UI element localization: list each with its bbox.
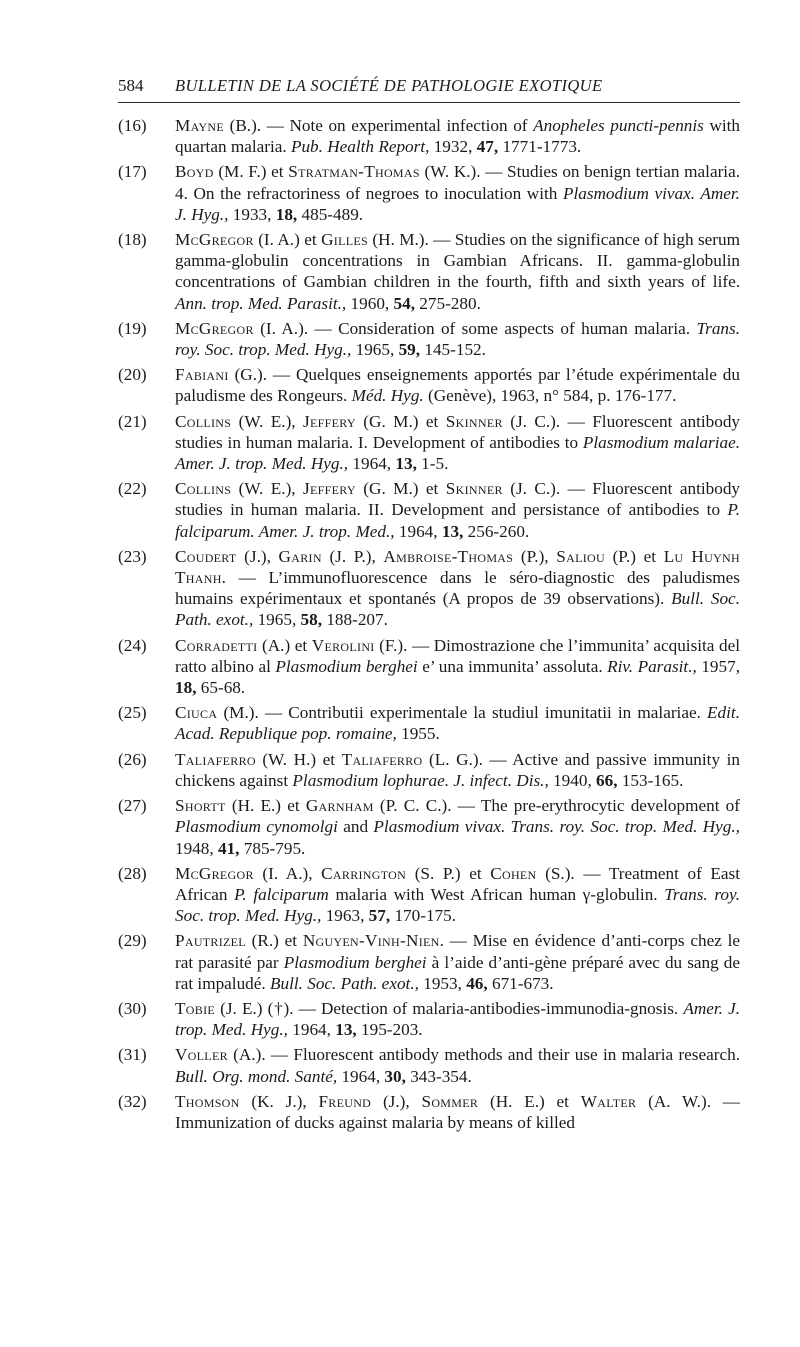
reference-text: 1771-1773.: [498, 137, 582, 157]
italic-text: Ann. trop. Med. Parasit.,: [175, 293, 347, 313]
reference-text: 1940,: [548, 770, 597, 790]
page-number: 584: [118, 76, 144, 95]
author-name: Coudert: [175, 546, 237, 566]
italic-text: Plasmodium lophurae. J. infect. Dis.,: [292, 770, 549, 790]
reference-number: (25): [118, 703, 147, 723]
reference-text: (H. E.) et: [478, 1091, 581, 1111]
author-name: Freund: [318, 1091, 372, 1111]
italic-text: Plasmodium cynomolgi: [175, 817, 338, 837]
italic-text: Plasmodium berghei: [283, 952, 427, 972]
reference-number: (21): [118, 411, 147, 431]
author-name: Collins: [175, 411, 232, 431]
reference-text: (P.),: [513, 546, 557, 566]
author-name: Garin: [278, 546, 322, 566]
author-name: Pautrizel: [175, 931, 246, 951]
author-name: Shortt: [175, 796, 226, 816]
author-name: Skinner: [445, 411, 503, 431]
italic-text: Bull. Soc. Path. exot.,: [269, 973, 419, 993]
author-name: Collins: [175, 479, 232, 499]
reference-text: (Genève), 1963, n° 584, p. 176-177.: [423, 386, 677, 406]
reference-text: 275-280.: [414, 293, 481, 313]
reference-number: (31): [118, 1045, 147, 1065]
reference-text: (M. F.) et: [213, 162, 289, 182]
reference-text: 1-5.: [416, 454, 449, 474]
author-name: Saliou: [556, 546, 605, 566]
reference-text: (P.) et: [604, 546, 664, 566]
reference-text: 671-673.: [487, 973, 554, 993]
reference-text: 195-203.: [356, 1020, 423, 1040]
reference-text: (M.). — Contributii experimentale la studiul imunitatii in malariae.: [217, 703, 708, 723]
author-name: Lu Huynh Thanh: [175, 546, 740, 588]
reference-text: (J. C.). — Fluorescent antibody studies in human malaria. II. Development and persistance of antibodies to: [175, 479, 741, 520]
reference-text: and: [337, 817, 374, 837]
volume-number: 13,: [395, 454, 417, 474]
reference-text: 145-152.: [420, 340, 486, 360]
volume-number: 47,: [476, 137, 499, 157]
reference-text: (J. C.). — Fluorescent antibody studies in human malaria. I. Development of antibodies to: [175, 411, 741, 452]
author-name: Verolini: [311, 635, 375, 655]
reference-text: . — L’immunofluorescence dans le séro-diagnostic des paludismes humains expérimentaux et spontanés (A propos de 39 observations).: [175, 568, 740, 609]
author-name: Stratman-Thomas: [288, 162, 420, 182]
author-name: Ambroise-Thomas: [383, 546, 514, 566]
reference-number: (32): [118, 1091, 147, 1111]
reference-number: (16): [118, 116, 147, 135]
reference-text: (W. K.). — Studies on benign tertian malaria. 4. On the refractoriness of negroes to inoculation with: [175, 162, 740, 203]
author-name: Walter: [580, 1091, 637, 1111]
reference-text: 1964,: [394, 521, 442, 541]
italic-text: Bull. Org. mond. Santé,: [175, 1066, 338, 1086]
reference-text: (I. A.). — Consideration of some aspects of human malaria.: [253, 318, 697, 338]
volume-number: 13,: [335, 1020, 357, 1040]
reference-text: 170-175.: [390, 906, 457, 926]
reference-entry: [118, 795, 740, 859]
reference-text: (G.). — Quelques enseignements apportés par l’étude expérimentale du paludisme des Rongeurs.: [175, 365, 740, 406]
reference-text: 188-207.: [322, 610, 388, 630]
author-name: Voller: [175, 1045, 228, 1065]
author-name: Cohen: [490, 863, 537, 883]
reference-number: (26): [118, 749, 147, 769]
reference-entry: [118, 635, 740, 699]
reference-number: (29): [118, 931, 147, 951]
page-header: [118, 72, 740, 103]
italic-text: Riv. Parasit.,: [607, 656, 697, 676]
reference-entry: [118, 749, 740, 791]
author-name: Tobie: [175, 998, 215, 1018]
author-name: Ciuca: [175, 703, 218, 723]
author-name: Garnham: [305, 796, 374, 816]
italic-text: Anopheles puncti-pennis: [533, 116, 704, 135]
reference-list: [118, 115, 740, 1137]
italic-text: Méd. Hyg.: [351, 386, 424, 406]
reference-text: (H. E.) et: [225, 796, 306, 816]
author-name: Thomson: [175, 1091, 240, 1111]
reference-text: 1965,: [253, 610, 301, 630]
reference-text: 1955.: [396, 724, 440, 744]
reference-entry: [118, 478, 740, 542]
author-name: Carrington: [321, 863, 407, 883]
reference-text: (K. J.),: [239, 1091, 319, 1111]
reference-text: 1964,: [287, 1020, 336, 1040]
volume-number: 54,: [393, 293, 415, 313]
italic-text: Plasmodium berghei: [275, 656, 418, 676]
reference-text: (I. A.) et: [253, 230, 322, 250]
reference-text: 1965,: [351, 340, 399, 360]
reference-text: 343-354.: [405, 1066, 472, 1086]
volume-number: 13,: [441, 521, 464, 541]
reference-text: 256-260.: [463, 521, 530, 541]
reference-entry: [118, 546, 740, 631]
author-name: Jeffery: [303, 411, 356, 431]
author-name: Jeffery: [303, 479, 356, 499]
reference-entry: [118, 930, 740, 994]
reference-entry: [118, 161, 740, 225]
reference-text: 485-489.: [297, 204, 364, 224]
volume-number: 66,: [596, 770, 618, 790]
reference-entry: [118, 318, 740, 360]
reference-entry: [118, 229, 740, 314]
reference-entry: [118, 364, 740, 406]
author-name: Nguyen-Vinh-Nien: [302, 931, 440, 951]
reference-text: 785-795.: [239, 838, 306, 858]
reference-number: (27): [118, 796, 147, 816]
volume-number: 58,: [300, 610, 323, 630]
italic-text: Plasmodium vivax. Amer. J. Hyg.,: [175, 183, 740, 224]
reference-text: 1964,: [337, 1066, 385, 1086]
italic-text: Trans. roy. Soc. trop. Med. Hyg.,: [175, 884, 740, 926]
reference-text: (F.). — Dimostrazione che l’immunita’ acquisita del ratto albino al: [175, 635, 741, 676]
author-name: Mayne: [175, 116, 225, 135]
reference-number: (24): [118, 635, 147, 655]
reference-number: (19): [118, 318, 147, 338]
author-name: Taliaferro: [175, 749, 256, 769]
journal-title: BULLETIN DE LA SOCIÉTÉ DE PATHOLOGIE EXOTIQUE: [175, 76, 603, 95]
volume-number: 57,: [368, 906, 391, 926]
reference-text: (A.) et: [257, 635, 312, 655]
reference-text: (A. W.). — Immunization of ducks against malaria by means of killed: [175, 1091, 740, 1132]
reference-text: 1933,: [228, 204, 276, 224]
volume-number: 59,: [398, 340, 421, 360]
reference-text: (G. M.) et: [355, 479, 446, 499]
author-name: Taliaferro: [341, 749, 423, 769]
italic-text: Pub. Health Report,: [290, 137, 430, 157]
volume-number: 18,: [175, 678, 197, 698]
italic-text: Plasmodium malariae. Amer. J. trop. Med. Hyg.,: [175, 432, 741, 474]
italic-text: Bull. Soc. Path. exot.,: [175, 589, 740, 630]
author-name: McGregor: [175, 230, 254, 250]
reference-text: 1932,: [429, 137, 477, 157]
reference-text: with quartan malaria.: [175, 116, 741, 157]
reference-text: 65-68.: [196, 678, 246, 698]
reference-number: (30): [118, 998, 147, 1018]
italic-text: Edit. Acad. Republique pop. romaine,: [175, 703, 740, 744]
reference-text: (H. M.). — Studies on the significance of high serum gamma-globulin concentrations in Gambian Africans. II. gamma-globulin concentrations of Gambian children in the fourth, fifth and sixth years of life.: [175, 230, 740, 292]
reference-text: (W. H.) et: [255, 749, 342, 769]
author-name: Gilles: [321, 230, 368, 250]
volume-number: 46,: [466, 973, 488, 993]
reference-text: 1953,: [418, 973, 467, 993]
reference-text: 1964,: [348, 454, 396, 474]
reference-entry: [118, 115, 740, 157]
reference-text: (I. A.),: [253, 863, 322, 883]
author-name: Sommer: [421, 1091, 479, 1111]
reference-text: (B.). — Note on experimental infection of: [224, 116, 534, 135]
reference-entry: [118, 411, 740, 475]
reference-number: (22): [118, 479, 147, 499]
reference-text: à l’aide d’anti-gène préparé avec du sang de rat impaludé.: [175, 952, 740, 993]
reference-text: (P. C. C.). — The pre-erythrocytic development of: [373, 796, 740, 816]
volume-number: 30,: [384, 1066, 406, 1086]
reference-text: (G. M.) et: [355, 411, 446, 431]
italic-text: Amer. J. trop. Med. Hyg.,: [175, 998, 740, 1040]
volume-number: 18,: [275, 204, 298, 224]
italic-text: P. falciparum: [234, 884, 329, 904]
reference-entry: [118, 1044, 740, 1086]
reference-entry: [118, 998, 740, 1040]
reference-number: (28): [118, 863, 147, 883]
reference-text: (S.). — Treatment of East African: [175, 863, 741, 904]
reference-text: (S. P.) et: [406, 863, 491, 883]
reference-text: 1960,: [346, 293, 394, 313]
reference-text: 1957,: [696, 656, 740, 676]
reference-text: 1963,: [321, 906, 369, 926]
reference-text: 1948,: [175, 838, 218, 858]
reference-text: (J.),: [371, 1091, 422, 1111]
reference-text: . — Mise en évidence d’anti-corps chez le rat parasité par: [175, 931, 740, 972]
reference-text: 153-165.: [617, 770, 684, 790]
reference-entry: [118, 702, 740, 744]
reference-text: (A.). — Fluorescent antibody methods and their use in malaria research.: [227, 1045, 740, 1065]
reference-number: (17): [118, 162, 147, 182]
reference-text: (R.) et: [245, 931, 303, 951]
reference-number: (18): [118, 230, 147, 250]
author-name: Skinner: [445, 479, 503, 499]
reference-text: (W. E.),: [231, 411, 304, 431]
volume-number: 41,: [217, 838, 240, 858]
reference-entry: [118, 863, 740, 927]
reference-number: (20): [118, 365, 147, 385]
italic-text: P. falciparum. Amer. J. trop. Med.,: [175, 500, 740, 541]
reference-number: (23): [118, 546, 147, 566]
author-name: Boyd: [175, 162, 214, 182]
reference-text: (J. E.) (†). — Detection of malaria-antibodies-immunodia-gnosis.: [215, 998, 684, 1018]
reference-text: (L. G.). — Active and passive immunity in chickens against: [175, 749, 740, 790]
author-name: McGregor: [175, 863, 254, 883]
reference-text: malaria with West African human γ-globulin.: [328, 884, 665, 904]
reference-text: (J.),: [236, 546, 279, 566]
author-name: McGregor: [175, 318, 254, 338]
reference-text: e’ una immunita’ assoluta.: [417, 656, 608, 676]
reference-text: (J. P.),: [321, 546, 384, 566]
italic-text: Plasmodium vivax. Trans. roy. Soc. trop. Med. Hyg.,: [373, 817, 740, 837]
reference-entry: [118, 1091, 740, 1133]
italic-text: Trans. roy. Soc. trop. Med. Hyg.,: [175, 318, 740, 360]
reference-text: (W. E.),: [231, 479, 304, 499]
author-name: Fabiani: [175, 365, 229, 385]
author-name: Corradetti: [175, 635, 258, 655]
